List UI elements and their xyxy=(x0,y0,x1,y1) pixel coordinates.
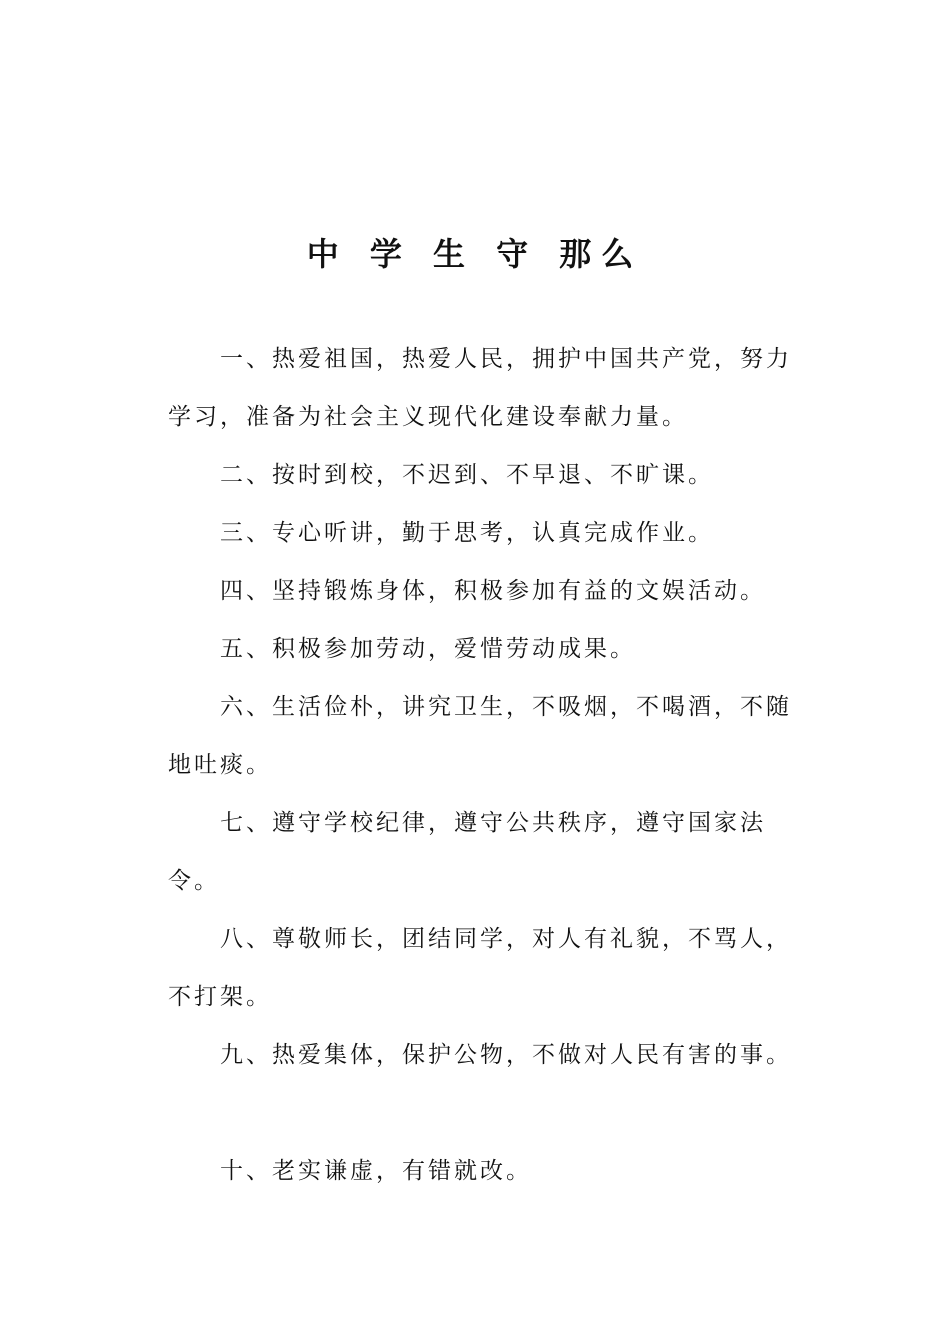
rule-item-8: 八、尊敬师长，团结同学，对人有礼貌，不骂人，不打架。 xyxy=(168,926,792,1010)
rule-item-7: 七、遵守学校纪律，遵守公共秩序，遵守国家法令。 xyxy=(168,810,766,894)
rule-item-10: 十、老实谦虚，有错就改。 xyxy=(220,1158,532,1184)
page-title: 中 学 生 守 那么 xyxy=(306,235,644,273)
rule-item-2: 二、按时到校，不迟到、不早退、不旷课。 xyxy=(220,462,714,488)
rules-list xyxy=(168,330,800,1200)
rule-item-9: 九、热爱集体，保护公物，不做对人民有害的事。 xyxy=(220,1042,792,1068)
rule-item-5: 五、积极参加劳动，爱惜劳动成果。 xyxy=(220,636,636,662)
rule-item-6: 六、生活俭朴，讲究卫生，不吸烟，不喝酒，不随地吐痰。 xyxy=(168,694,792,778)
rule-item-3: 三、专心听讲，勤于思考，认真完成作业。 xyxy=(220,520,714,546)
rule-item-4: 四、坚持锻炼身体，积极参加有益的文娱活动。 xyxy=(220,578,766,604)
rule-item-1: 一、热爱祖国，热爱人民，拥护中国共产党，努力学习，准备为社会主义现代化建设奉献力量。 xyxy=(168,346,792,430)
